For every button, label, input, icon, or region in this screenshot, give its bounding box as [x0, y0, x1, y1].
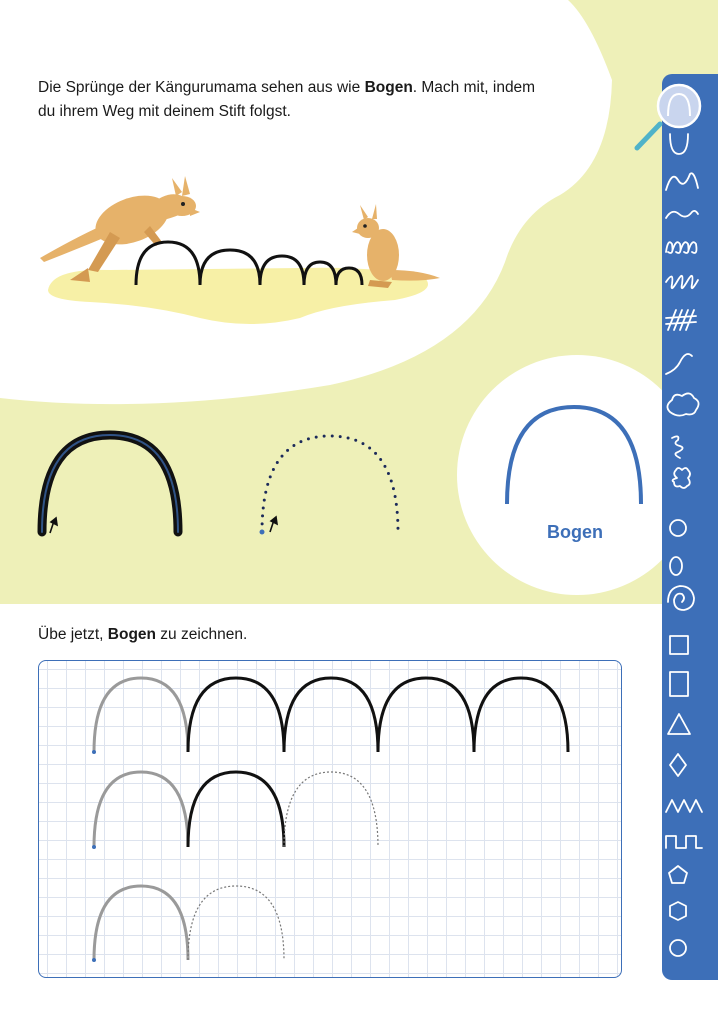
- exercise-title-part2: zu zeichnen.: [156, 626, 248, 643]
- shape-sidebar-icons: [662, 74, 718, 980]
- shape-label: Bogen: [547, 522, 603, 542]
- oval-icon[interactable]: [670, 557, 682, 575]
- hook-wave-icon[interactable]: [666, 354, 692, 374]
- u-curve-icon[interactable]: [670, 134, 688, 154]
- circle-icon[interactable]: [670, 520, 686, 536]
- intro-text-part1: Die Sprünge der Kängurumama sehen aus wie: [38, 79, 365, 96]
- double-loop-icon[interactable]: [666, 310, 696, 330]
- shape-sidebar: [662, 74, 718, 980]
- triangle-icon[interactable]: [668, 714, 690, 734]
- cloud-icon[interactable]: [667, 393, 698, 415]
- loop-chain-icon[interactable]: [666, 276, 698, 288]
- wave-icon[interactable]: [666, 173, 698, 190]
- small-circle-icon[interactable]: [670, 940, 686, 956]
- exercise-title-bold: Bogen: [107, 626, 156, 643]
- spiral-icon[interactable]: [668, 586, 694, 610]
- intro-text: [38, 76, 538, 124]
- exercise-title: [38, 626, 247, 644]
- bogen-circle-background: [457, 355, 697, 595]
- exercise-title-part1: Übe jetzt,: [38, 626, 108, 643]
- hexagon-icon[interactable]: [670, 902, 686, 920]
- intro-text-bold: Bogen: [364, 79, 413, 96]
- practice-grid[interactable]: [38, 660, 622, 978]
- zigzag-icon[interactable]: [666, 800, 702, 812]
- loop-garland-icon[interactable]: [666, 242, 697, 253]
- rectangle-icon[interactable]: [670, 672, 688, 696]
- small-loops-icon[interactable]: [672, 436, 683, 458]
- square-wave-icon[interactable]: [666, 836, 702, 848]
- flower-icon[interactable]: [673, 468, 690, 488]
- intro-text-part2: . Mach mit, indem du ihrem Weg mit deinem Stift folgst.: [38, 79, 536, 120]
- pentagon-icon[interactable]: [669, 866, 687, 883]
- square-icon[interactable]: [670, 636, 688, 654]
- flat-wave-icon[interactable]: [666, 211, 698, 218]
- diamond-icon[interactable]: [670, 754, 686, 776]
